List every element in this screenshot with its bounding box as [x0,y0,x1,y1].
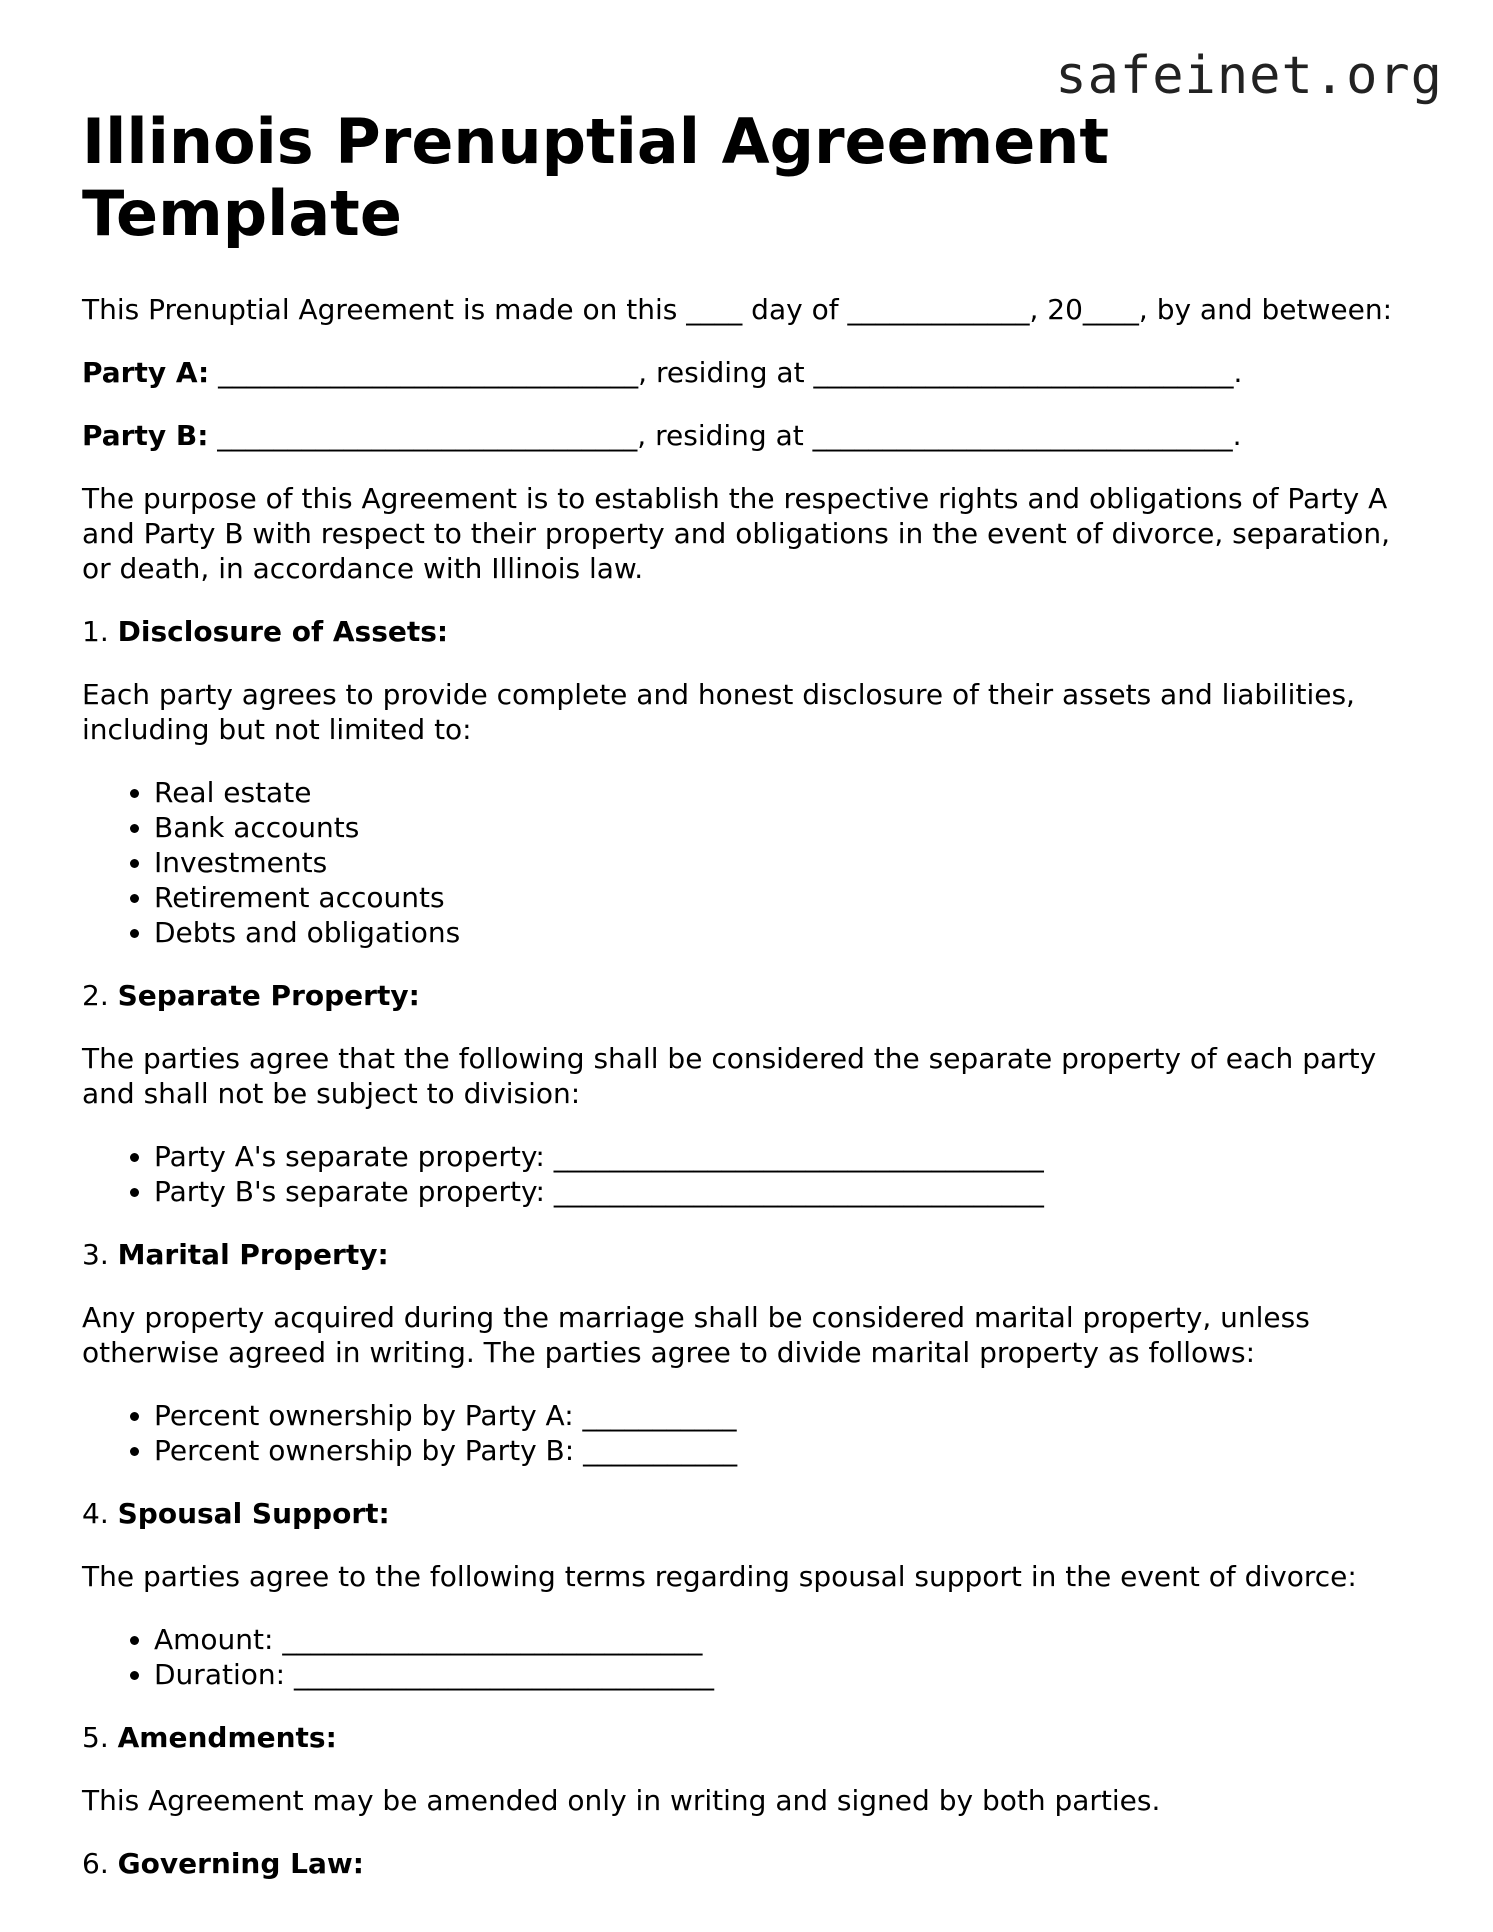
intro-paragraph: This Prenuptial Agreement is made on this ____ day of _____________, 20____, by and between: [82,293,1393,326]
list-item: • Retirement accounts [154,880,1422,915]
list-item: • Investments [154,845,1422,880]
section-number: 1. [82,615,109,648]
section-heading [82,978,1422,1013]
section-number: 5. [82,1721,109,1754]
watermark: safeinet.org [1055,46,1443,106]
page-title: Illinois Prenuptial Agreement Template [82,105,1110,250]
section-number: 3. [82,1238,109,1271]
document-content [82,106,1422,1909]
section-body: Each party agrees to provide complete and honest disclosure of their assets and liabilities, including but not limited to: [82,678,1355,746]
list-item: • Party B's separate property: ___________________________________ [154,1174,1422,1209]
section-title: Governing Law: [117,1847,364,1880]
party-a-fields: ______________________________, residing at ______________________________. [209,356,1243,389]
list-item: • Real estate [154,775,1422,810]
list-item: • Percent ownership by Party A: ___________ [154,1398,1422,1433]
section-title: Disclosure of Assets: [117,615,449,648]
party-b-line [82,418,1422,453]
section-heading [82,1720,1422,1755]
list-item: • Duration: ______________________________ [154,1657,1422,1692]
section-title: Amendments: [117,1721,337,1754]
party-a-line [82,355,1422,390]
list-item: • Party A's separate property: ___________________________________ [154,1139,1422,1174]
party-b-fields: ______________________________, residing at ______________________________. [208,419,1242,452]
section-body: The parties agree to the following terms regarding spousal support in the event of divorce: [82,1560,1357,1593]
section-number: 6. [82,1847,109,1880]
section-number: 2. [82,979,109,1012]
section-heading [82,1496,1422,1531]
section-number: 4. [82,1497,109,1530]
section-heading [82,1237,1422,1272]
bullet-list [82,1398,1422,1468]
party-a-label: Party A: [82,356,210,389]
list-item: • Percent ownership by Party B: ___________ [154,1433,1422,1468]
list-item: • Bank accounts [154,810,1422,845]
purpose-paragraph: The purpose of this Agreement is to establish the respective rights and obligations of Party A and Party B with respect to their property and obligations in the event of divorce, separation, or death, in accordance with Illinois law. [82,482,1391,585]
list-item: • Debts and obligations [154,915,1422,950]
party-b-label: Party B: [82,419,209,452]
section-title: Separate Property: [117,979,420,1012]
bullet-list [82,1622,1422,1692]
section-body: Any property acquired during the marriage shall be considered marital property, unless otherwise agreed in writing. The parties agree to divide marital property as follows: [82,1301,1310,1369]
section-body: The parties agree that the following shall be considered the separate property of each party and shall not be subject to division: [82,1042,1377,1110]
section-title: Marital Property: [117,1238,389,1271]
bullet-list [82,1139,1422,1209]
section-title: Spousal Support: [117,1497,390,1530]
section-heading [82,1846,1422,1881]
bullet-list [82,775,1422,950]
section-heading [82,614,1422,649]
list-item: • Amount: ______________________________ [154,1622,1422,1657]
section-body: This Agreement may be amended only in writing and signed by both parties. [82,1784,1161,1817]
